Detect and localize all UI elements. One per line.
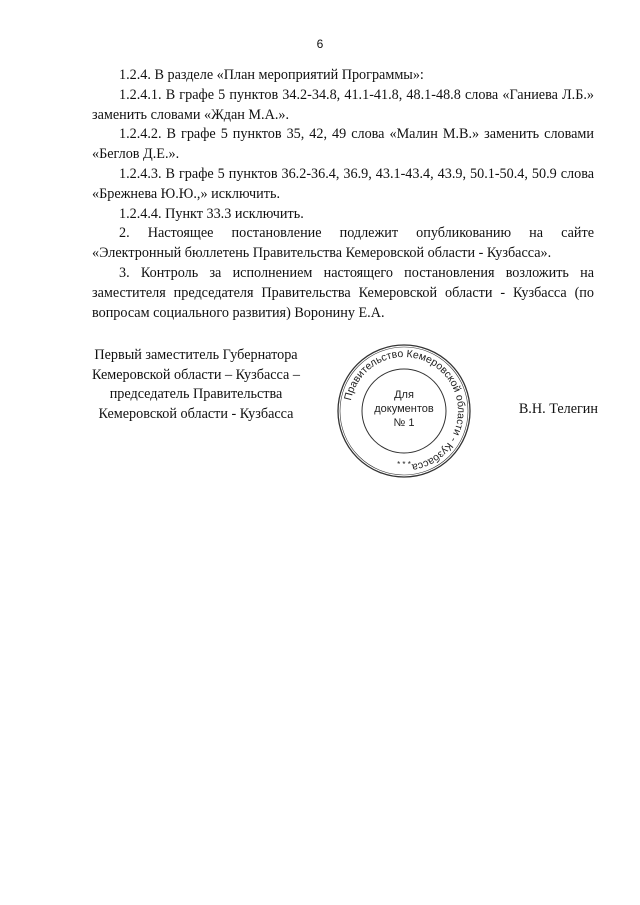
signatory-name: В.Н. Телегин [518,401,598,417]
paragraph: 1.2.4.4. Пункт 33.3 исключить. [119,205,304,222]
paragraph: 1.2.4.2. В графе 5 пунктов 35, 42, 49 слова «Малин М.В.» заменить словами «Беглов Д.Е.». [92,126,594,163]
paragraph: 3. Контроль за исполнением настоящего постановления возложить на заместителя председателя Правительства Кемеровской области - Кузбасса (по вопросам социального развития) Воронину Е.А. [92,264,594,321]
stamp-center-line: Для [394,389,414,401]
signatory-title-line: председатель Правительства [109,386,283,403]
signatory-title [80,346,312,424]
paragraph: 1.2.4.3. В графе 5 пунктов 36.2-36.4, 36.9, 43.1-43.4, 43.9, 50.1-50.4, 50.9 слова «Брежнева Ю.Ю.,» исключить. [92,165,594,202]
stamp-center-line: № 1 [393,417,415,429]
stamp-stars: * * * [397,460,411,469]
stamp-ring-text: Правительство Кемеровской области - Кузбасса [342,347,468,474]
document-body [92,66,594,323]
page-number: 6 [316,37,324,51]
paragraph: 1.2.4.1. В графе 5 пунктов 34.2-34.8, 41.1-41.8, 48.1-48.8 слова «Ганиева Л.Б.» заменить словами «Ждан М.А.». [92,86,594,123]
paragraph: 2. Настоящее постановление подлежит опубликованию на сайте «Электронный бюллетень Правительства Кемеровской области - Кузбасса». [92,225,594,262]
paragraph: 1.2.4. В разделе «План мероприятий Программы»: [119,67,424,83]
official-stamp [336,343,472,479]
signatory-title-line: Кемеровской области - Кузбасса [98,405,294,422]
signatory-title-line: Первый заместитель Губернатора [94,347,298,363]
signatory-title-line: Кемеровской области – Кузбасса – [92,366,300,383]
stamp-center-line: документов [374,403,434,415]
